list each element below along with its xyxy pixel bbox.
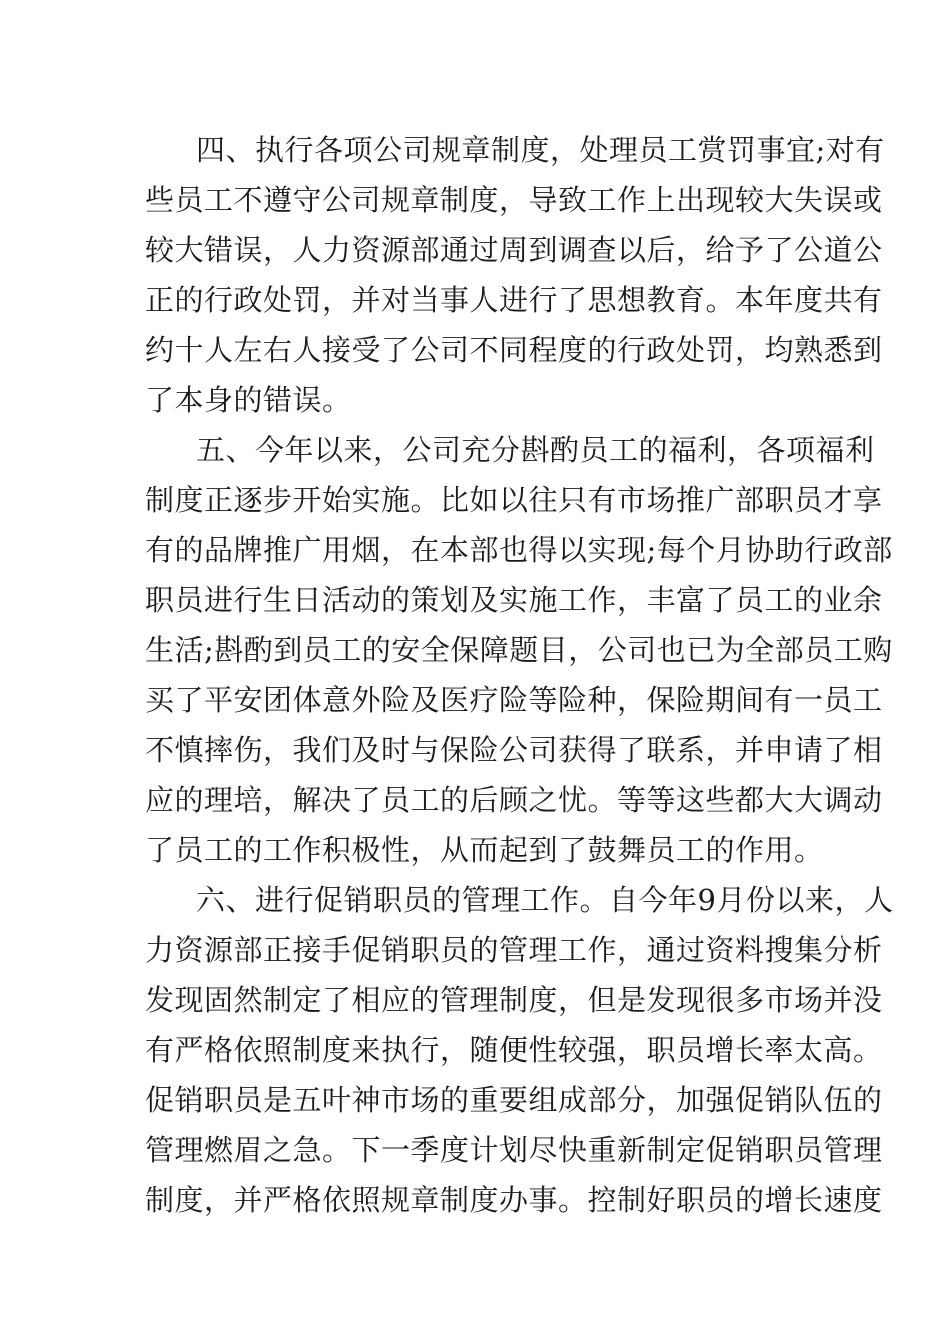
paragraph-4-line-2: 些员工不遵守公司规章制度，导致工作上出现较大失误或	[145, 183, 883, 217]
paragraph-5-line-4: 职员进行生日活动的策划及实施工作，丰富了员工的业余	[145, 583, 883, 617]
paragraph-5-line-7: 不慎摔伤，我们及时与保险公司获得了联系，并申请了相	[145, 733, 883, 767]
paragraph-5-line-5: 生活;斟酌到员工的安全保障题目，公司也已为全部员工购	[145, 633, 893, 667]
paragraph-6-line-2: 力资源部正接手促销职员的管理工作，通过资料搜集分析	[145, 933, 883, 967]
paragraph-6-line-7: 制度，并严格依照规章制度办事。控制好职员的增长速度	[145, 1183, 883, 1217]
paragraph-6-line-5: 促销职员是五叶神市场的重要组成部分，加强促销队伍的	[145, 1083, 883, 1117]
paragraph-4-line-6: 了本身的错误。	[145, 383, 352, 417]
paragraph-5-line-8: 应的理培，解决了员工的后顾之忧。等等这些都大大调动	[145, 783, 883, 817]
paragraph-5-line-1: 五、今年以来，公司充分斟酌员工的福利，各项福利	[196, 433, 875, 467]
paragraph-6-line-1: 六、进行促销职员的管理工作。自今年9月份以来，人	[196, 883, 894, 917]
paragraph-5-line-6: 买了平安团体意外险及医疗险等险种，保险期间有一员工	[145, 683, 883, 717]
paragraph-6-line-3: 发现固然制定了相应的管理制度，但是发现很多市场并没	[145, 983, 883, 1017]
paragraph-4-line-3: 较大错误，人力资源部通过周到调查以后，给予了公道公	[145, 233, 883, 267]
paragraph-6-line-4: 有严格依照制度来执行，随便性较强，职员增长率太高。	[145, 1033, 883, 1067]
paragraph-5-line-2: 制度正逐步开始实施。比如以往只有市场推广部职员才享	[145, 483, 883, 517]
paragraph-4-line-1: 四、执行各项公司规章制度，处理员工赏罚事宜;对有	[196, 133, 885, 167]
paragraph-4-line-5: 约十人左右人接受了公司不同程度的行政处罚，均熟悉到	[145, 333, 883, 367]
paragraph-5-line-3: 有的品牌推广用烟，在本部也得以实现;每个月协助行政部	[145, 533, 893, 567]
paragraph-5-line-9: 了员工的工作积极性，从而起到了鼓舞员工的作用。	[145, 833, 824, 867]
paragraph-6-line-6: 管理燃眉之急。下一季度计划尽快重新制定促销职员管理	[145, 1133, 883, 1167]
paragraph-4-line-4: 正的行政处罚，并对当事人进行了思想教育。本年度共有	[145, 283, 883, 317]
